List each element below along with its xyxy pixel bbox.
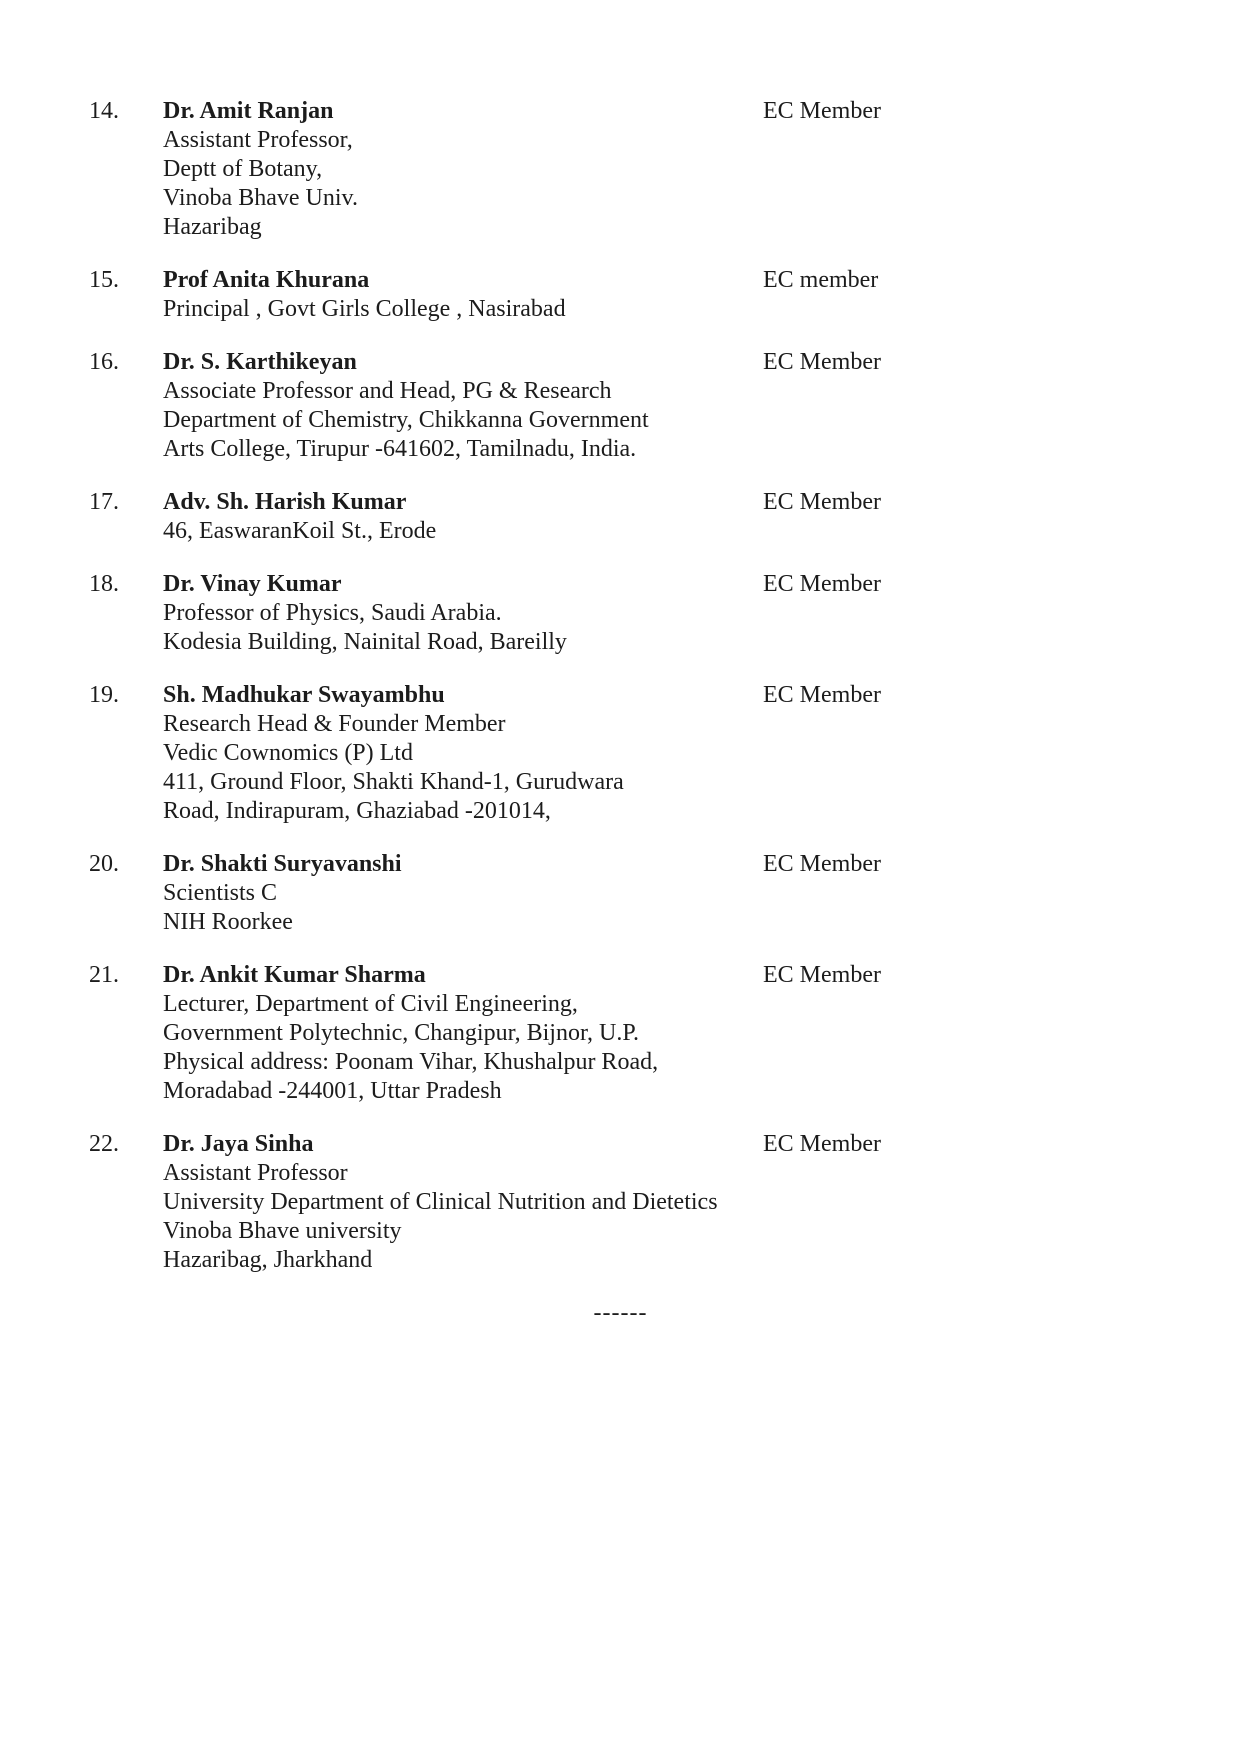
member-detail-line: Principal , Govt Girls College , Nasirabad — [163, 296, 566, 322]
member-detail-line: University Department of Clinical Nutrition and Dietetics — [163, 1189, 718, 1215]
member-number: 20. — [89, 851, 119, 877]
member-role: EC Member — [763, 851, 881, 877]
member-detail-line: Vedic Cownomics (P) Ltd — [163, 740, 413, 766]
member-detail-line: Associate Professor and Head, PG & Research — [163, 378, 612, 404]
member-number: 19. — [89, 682, 119, 708]
member-detail-line: 46, EaswaranKoil St., Erode — [163, 518, 437, 544]
member-item — [0, 961, 1241, 1106]
member-detail-line: Moradabad -244001, Uttar Pradesh — [163, 1078, 502, 1104]
member-name: Dr. Jaya Sinha — [163, 1131, 314, 1157]
member-item — [0, 488, 1241, 546]
member-role: EC Member — [763, 349, 881, 375]
member-detail-line: Government Polytechnic, Changipur, Bijnor, U.P. — [163, 1020, 640, 1046]
member-number: 22. — [89, 1131, 119, 1157]
member-detail-line: Kodesia Building, Nainital Road, Bareilly — [163, 629, 567, 655]
member-detail-line: Department of Chemistry, Chikkanna Government — [163, 407, 649, 433]
end-separator: ------ — [593, 1300, 648, 1326]
member-detail-line: Lecturer, Department of Civil Engineering, — [163, 991, 578, 1017]
member-detail-line: Deptt of Botany, — [163, 156, 323, 182]
member-role: EC Member — [763, 1131, 881, 1157]
member-role: EC Member — [763, 962, 881, 988]
member-number: 18. — [89, 571, 119, 597]
member-detail-line: Research Head & Founder Member — [163, 711, 506, 737]
member-detail-line: 411, Ground Floor, Shakti Khand-1, Gurudwara — [163, 769, 624, 795]
member-detail-line: Physical address: Poonam Vihar, Khushalpur Road, — [163, 1049, 659, 1075]
member-item — [0, 1130, 1241, 1275]
member-number: 15. — [89, 267, 119, 293]
member-role: EC Member — [763, 98, 881, 124]
member-name: Dr. Amit Ranjan — [163, 98, 334, 124]
member-item — [0, 570, 1241, 657]
member-detail-line: Professor of Physics, Saudi Arabia. — [163, 600, 502, 626]
member-name: Adv. Sh. Harish Kumar — [163, 489, 407, 515]
member-item — [0, 97, 1241, 242]
member-detail-line: Arts College, Tirupur -641602, Tamilnadu, India. — [163, 436, 637, 462]
member-detail-line: Scientists C — [163, 880, 278, 906]
member-detail-line: Hazaribag — [163, 214, 262, 240]
member-name: Prof Anita Khurana — [163, 267, 370, 293]
member-role: EC Member — [763, 571, 881, 597]
member-name: Dr. Vinay Kumar — [163, 571, 342, 597]
member-role: EC Member — [763, 682, 881, 708]
member-number: 17. — [89, 489, 119, 515]
member-item — [0, 681, 1241, 826]
member-name: Sh. Madhukar Swayambhu — [163, 682, 445, 708]
ec-member-list — [0, 97, 1241, 1275]
member-role: EC Member — [763, 489, 881, 515]
member-item — [0, 348, 1241, 464]
member-detail-line: Vinoba Bhave university — [163, 1218, 402, 1244]
member-name: Dr. S. Karthikeyan — [163, 349, 357, 375]
member-number: 21. — [89, 962, 119, 988]
member-detail-line: Hazaribag, Jharkhand — [163, 1247, 373, 1273]
member-detail-line: Assistant Professor — [163, 1160, 348, 1186]
member-number: 16. — [89, 349, 119, 375]
member-name: Dr. Shakti Suryavanshi — [163, 851, 402, 877]
member-detail-line: NIH Roorkee — [163, 909, 293, 935]
member-number: 14. — [89, 98, 119, 124]
member-role: EC member — [763, 267, 879, 293]
member-name: Dr. Ankit Kumar Sharma — [163, 962, 426, 988]
member-detail-line: Road, Indirapuram, Ghaziabad -201014, — [163, 798, 551, 824]
member-detail-line: Assistant Professor, — [163, 127, 353, 153]
member-detail-line: Vinoba Bhave Univ. — [163, 185, 358, 211]
member-item — [0, 850, 1241, 937]
member-item — [0, 266, 1241, 324]
